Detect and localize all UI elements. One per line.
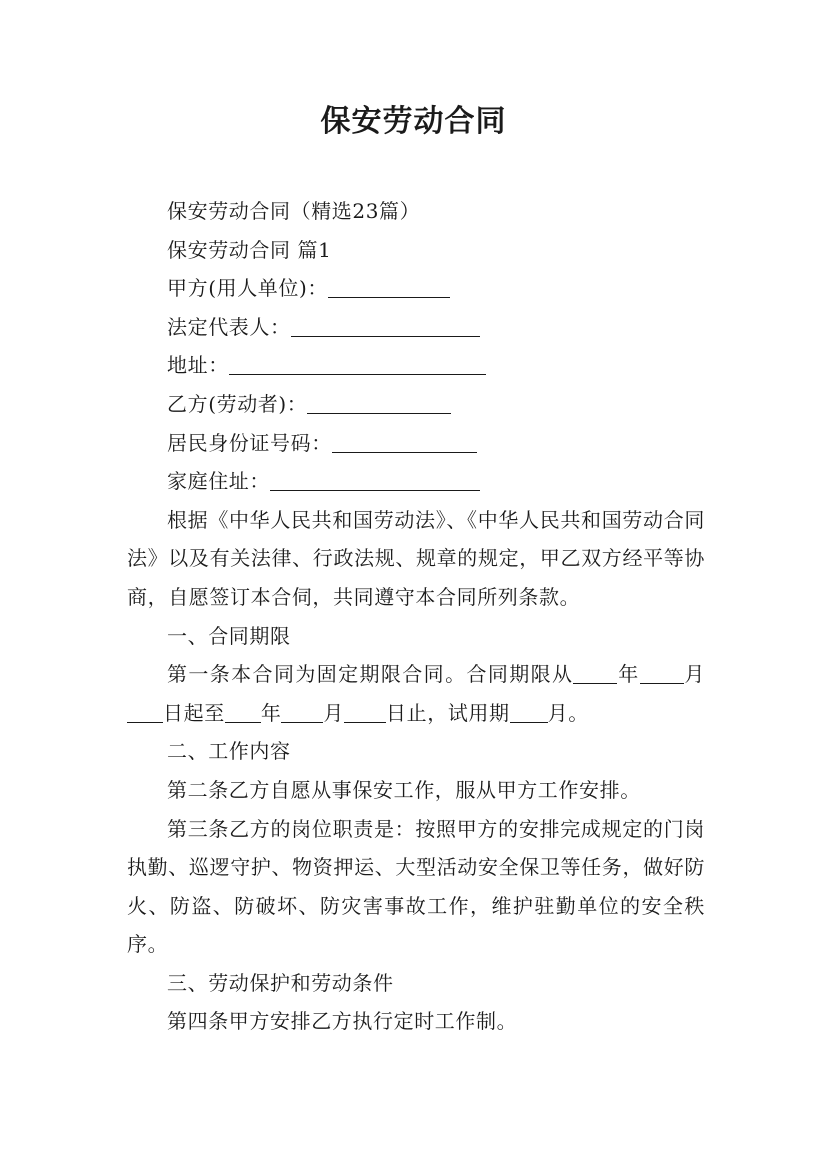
end-month-blank[interactable] (281, 702, 323, 723)
month-label-3: 月。 (547, 700, 589, 725)
year-label-2: 年 (260, 700, 282, 725)
year-label: 年 (617, 662, 640, 687)
address-field (127, 346, 705, 385)
heading-labor-protection: 三、劳动保护和劳动条件 (167, 970, 394, 995)
end-day-blank[interactable] (344, 702, 386, 723)
month-label-2: 月 (323, 700, 345, 725)
section-title: 保安劳动合同 篇1 (167, 237, 332, 262)
document-body (127, 192, 705, 1041)
document-subtitle: 保安劳动合同（精选23篇） (167, 199, 421, 223)
id-number-blank[interactable] (332, 430, 477, 453)
month-label: 月 (683, 662, 705, 687)
address-blank[interactable] (229, 352, 486, 375)
id-number-field (127, 424, 705, 463)
party-b-label: 乙方(劳动者)： (167, 391, 308, 416)
article-4: 第四条甲方安排乙方执行定时工作制。 (167, 1009, 518, 1034)
article-1 (127, 655, 705, 732)
party-b-blank[interactable] (307, 391, 451, 414)
article-1-text: 第一条本合同为固定期限合同。合同期限从 (167, 662, 574, 687)
legal-rep-blank[interactable] (291, 314, 480, 337)
start-month-blank[interactable] (640, 663, 684, 684)
start-year-blank[interactable] (573, 663, 617, 684)
end-year-blank[interactable] (225, 702, 261, 723)
home-address-blank[interactable] (270, 468, 480, 491)
home-address-label: 家庭住址： (167, 469, 270, 494)
legal-rep-field (127, 308, 705, 347)
party-a-blank[interactable] (328, 275, 450, 298)
article-2: 第二条乙方自愿从事保安工作，服从甲方工作安排。 (167, 777, 641, 802)
id-number-label: 居民身份证号码： (167, 430, 332, 455)
legal-rep-label: 法定代表人： (167, 314, 291, 339)
party-b-field (127, 385, 705, 424)
address-label: 地址： (167, 353, 229, 378)
heading-work-content: 二、工作内容 (167, 739, 291, 764)
start-to-label: 日起至 (163, 700, 225, 725)
party-a-label: 甲方(用人单位)： (167, 276, 329, 301)
intro-paragraph: 根据《中华人民共和国劳动法》、《中华人民共和国劳动合同法》以及有关法律、行政法规、规章的规定，甲乙双方经平等协商，自愿签订本合伺，共同遵守本合同所列条款。 (127, 507, 705, 609)
home-address-field (127, 462, 705, 501)
heading-contract-term: 一、合同期限 (167, 623, 291, 648)
document-title: 保安劳动合同 (320, 104, 507, 139)
party-a-field (127, 269, 705, 308)
probation-blank[interactable] (510, 702, 548, 723)
probation-label: 日止，试用期 (386, 700, 510, 725)
start-day-blank[interactable] (127, 702, 163, 723)
article-3: 第三条乙方的岗位职责是：按照甲方的安排完成规定的门岗执勤、巡逻守护、物资押运、大型活动安全保卫等任务，做好防火、防盗、防破坏、防灾害事故工作，维护驻勤单位的安全秩序。 (127, 816, 705, 957)
